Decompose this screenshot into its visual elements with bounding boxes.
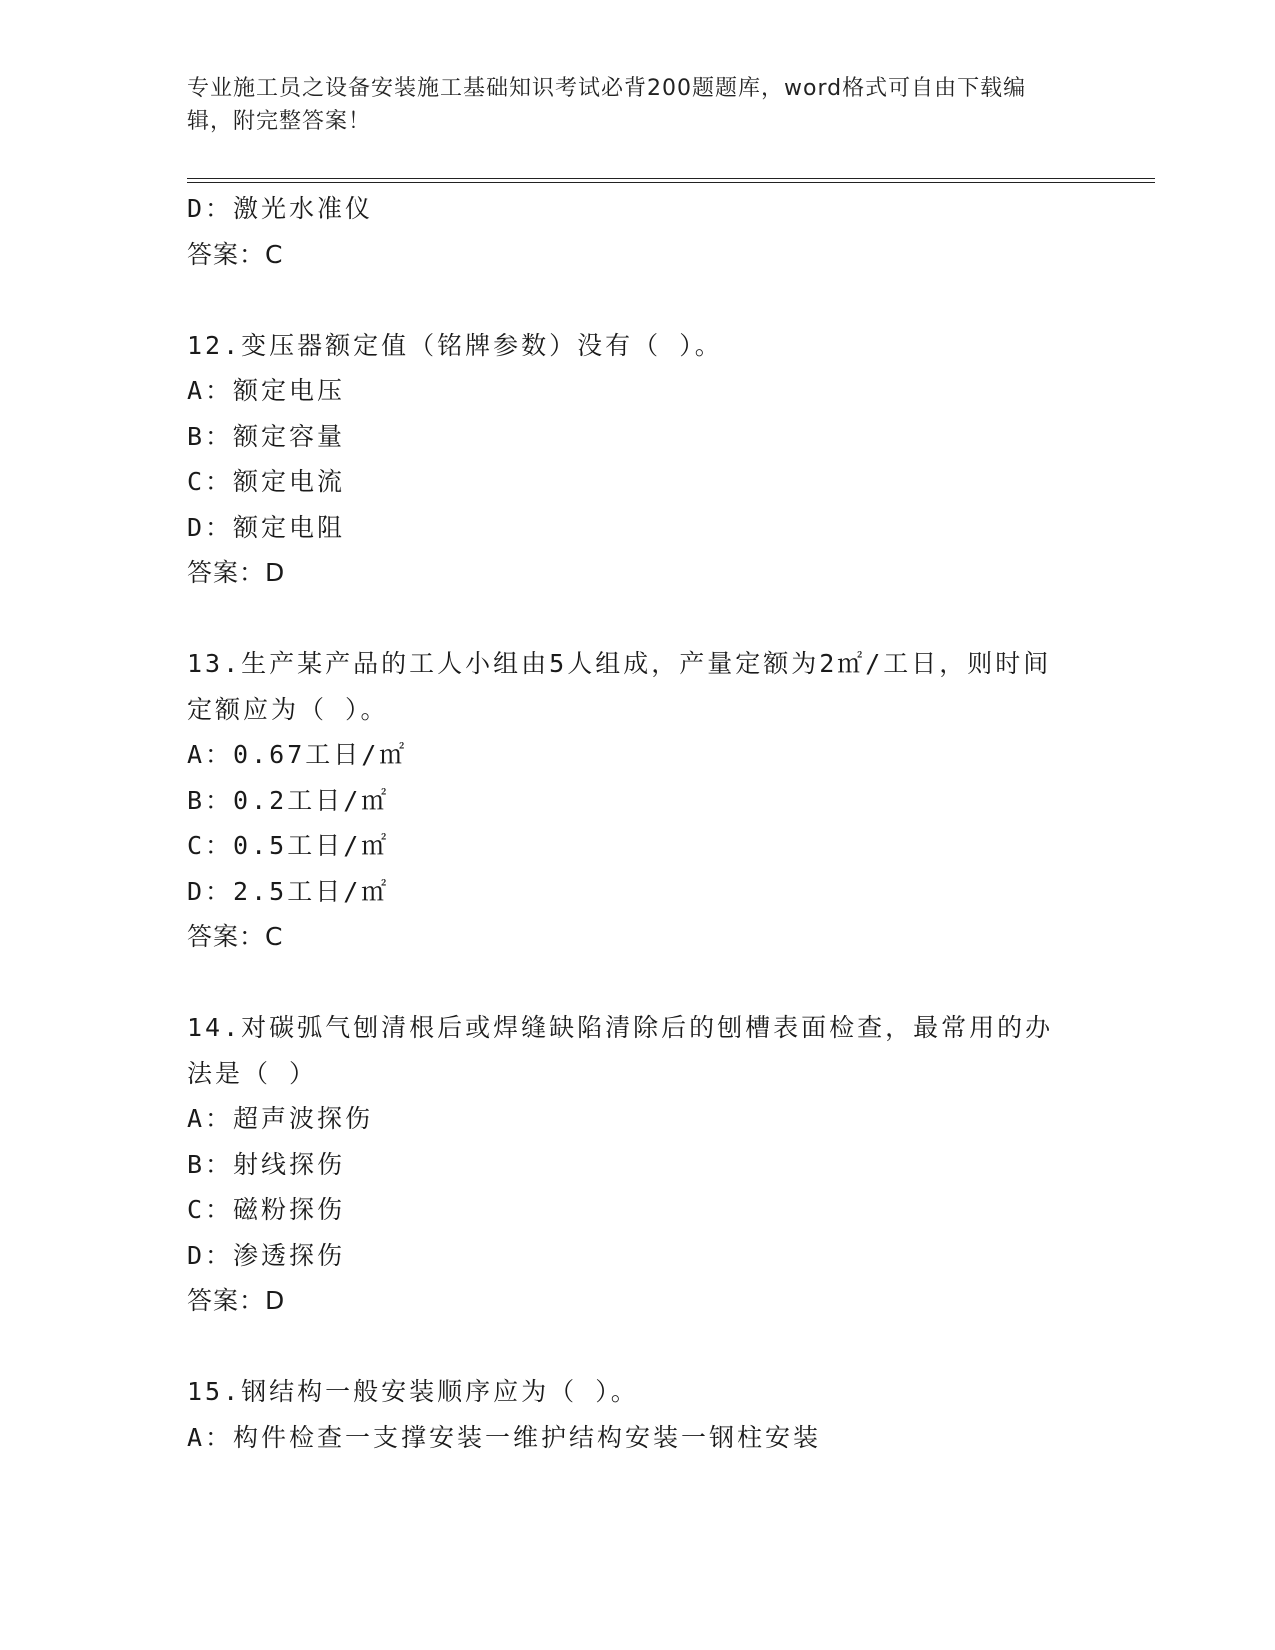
question-gap: [187, 277, 1107, 323]
option-c: C：0.5工日/㎡: [187, 831, 390, 860]
document-header: 专业施工员之设备安装施工基础知识考试必背200题题库，word格式可自由下载编辑，附完整答案！: [187, 76, 1027, 134]
option-c: C：磁粉探伤: [187, 1195, 346, 1224]
option-a: A：0.67工日/㎡: [187, 740, 408, 769]
question-stem-line-2: 定额应为（ ）。: [187, 694, 389, 724]
option-c: C：额定电流: [187, 467, 346, 496]
option-d: D：额定电阻: [187, 512, 346, 542]
question-12: [187, 323, 1107, 596]
question-14: [187, 1005, 1107, 1324]
question-stem: 15.钢结构一般安装顺序应为（ ）。: [187, 1377, 639, 1406]
question-stem-line-1: 14.对碳弧气刨清根后或焊缝缺陷清除后的刨槽表面检查，最常用的办: [187, 1013, 1054, 1042]
question-stem: 12.变压器额定值（铭牌参数）没有（ ）。: [187, 330, 723, 360]
answer-line: 答案：C: [187, 922, 284, 951]
question-stem-line-1: 13.生产某产品的工人小组由5人组成，产量定额为2㎡/工日，则时间: [187, 649, 1052, 678]
option-b: B：0.2工日/㎡: [187, 785, 390, 815]
question-13: [187, 641, 1107, 960]
option-a: A：构件检查一支撑安装一维护结构安装一钢柱安装: [187, 1422, 822, 1452]
header-divider-top: [187, 178, 1155, 179]
option-b: B：额定容量: [187, 421, 346, 451]
option-a: A：超声波探伤: [187, 1104, 374, 1133]
question-gap: [187, 960, 1107, 1006]
option-d: D：2.5工日/㎡: [187, 876, 390, 906]
answer-line: 答案：C: [187, 239, 284, 269]
question-stem-line-2: 法是（ ）: [187, 1058, 318, 1088]
header-divider-bottom: [187, 182, 1155, 183]
option-d: D：渗透探伤: [187, 1240, 346, 1270]
option-a: A：额定电压: [187, 376, 346, 405]
question-content: [187, 186, 1107, 1460]
option-d: D：激光水准仪: [187, 194, 374, 223]
answer-line: 答案：D: [187, 1286, 286, 1315]
question-gap: [187, 1324, 1107, 1370]
question-gap: [187, 596, 1107, 642]
option-b: B：射线探伤: [187, 1149, 346, 1179]
question-15: [187, 1369, 1107, 1460]
answer-line: 答案：D: [187, 558, 286, 587]
